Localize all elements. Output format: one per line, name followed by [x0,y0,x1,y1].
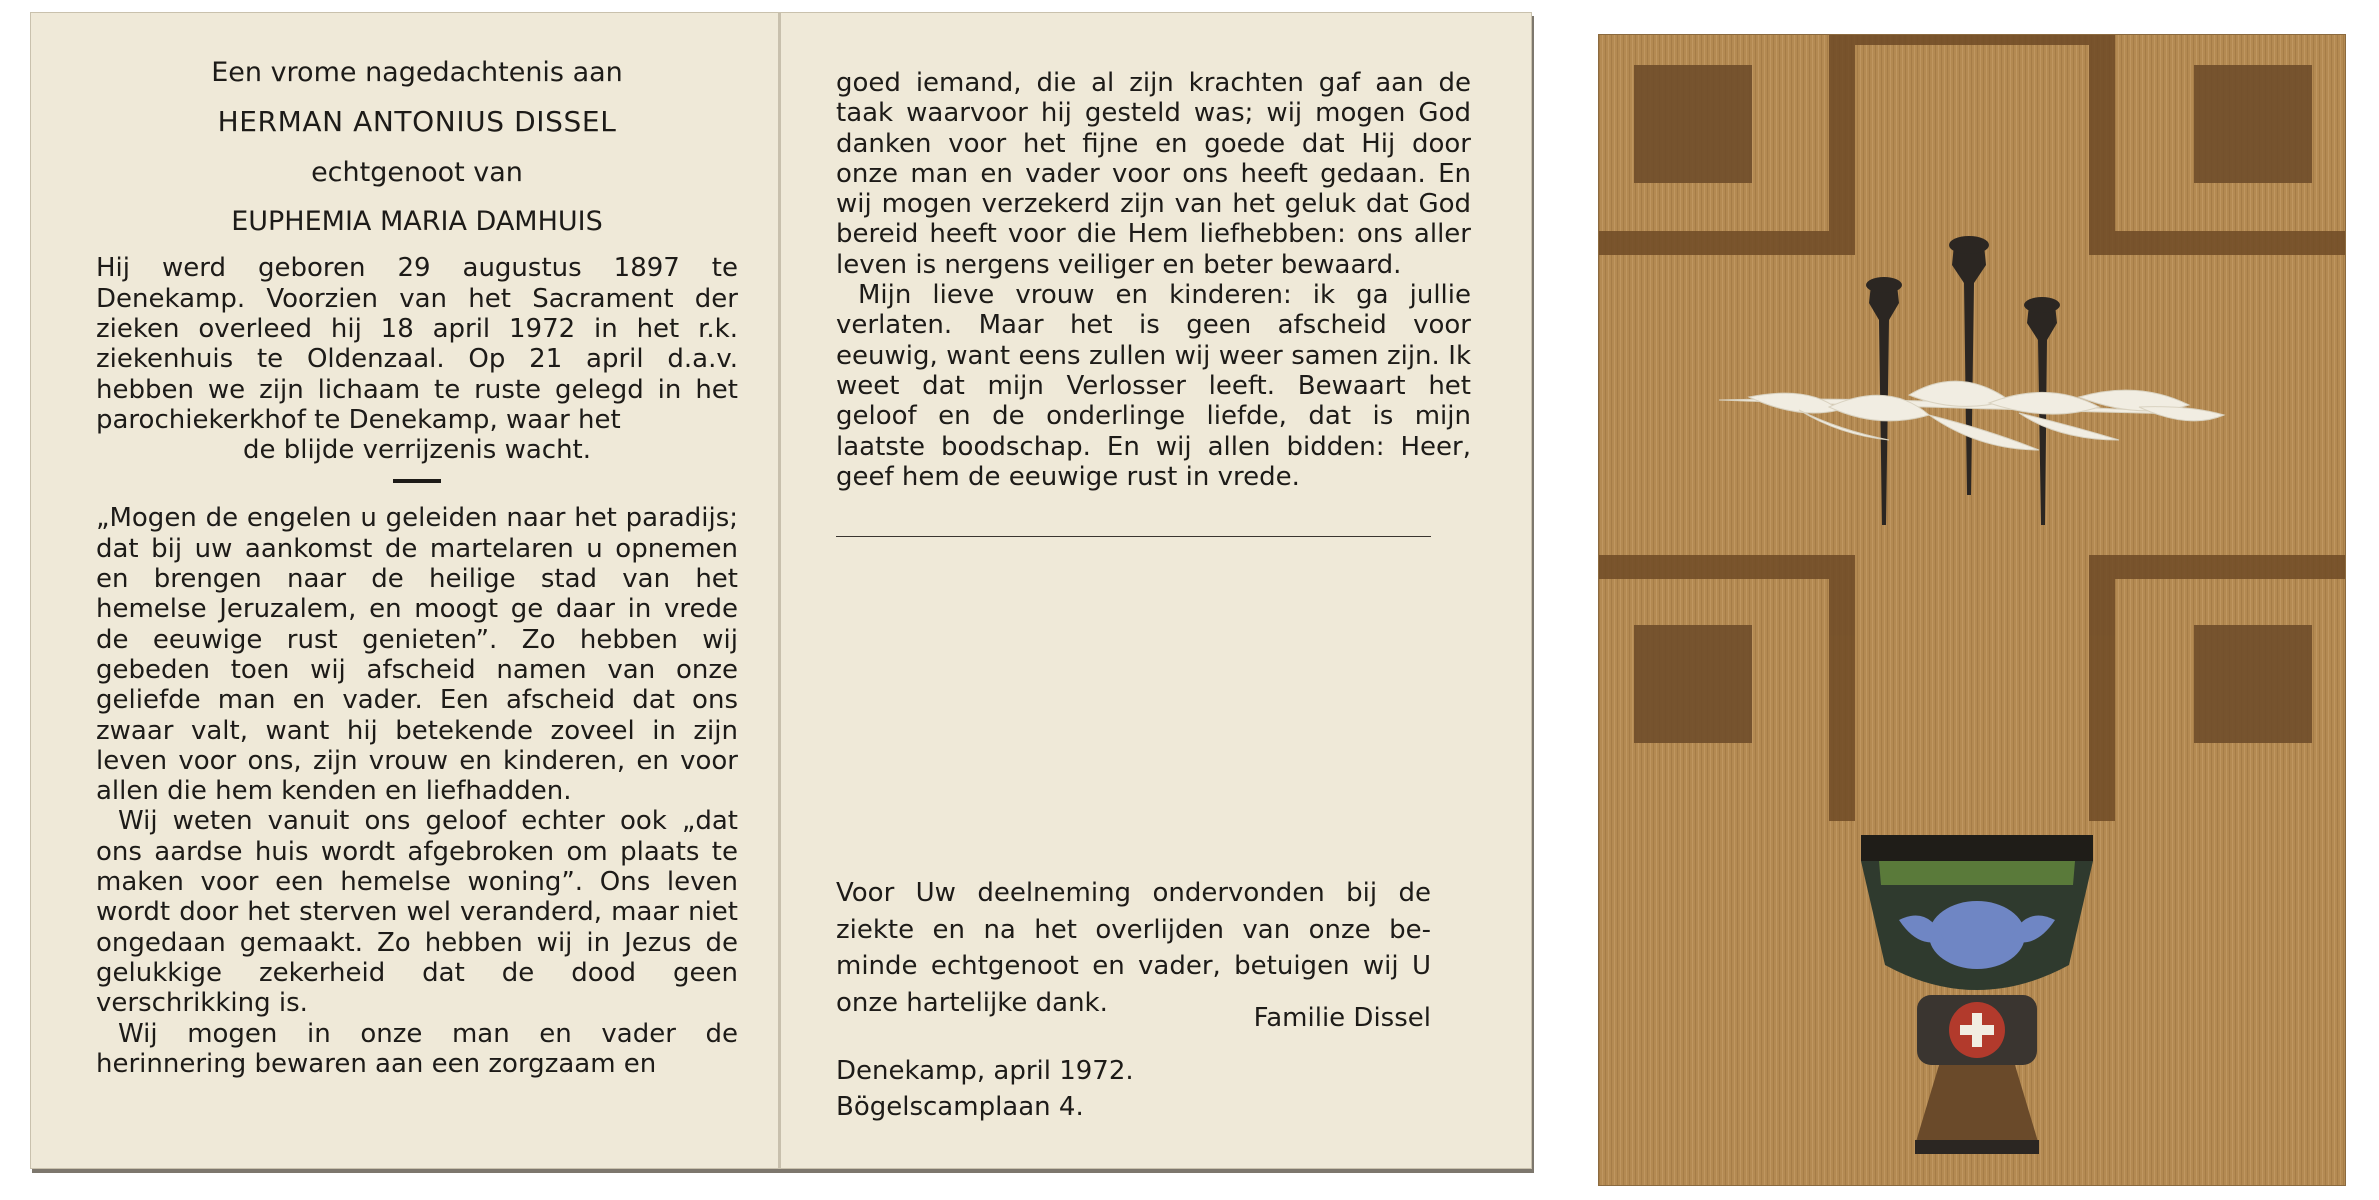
section-divider [393,479,441,483]
place-date: Denekamp, april 1972. [836,1056,1134,1086]
spouse-name: EUPHEMIA MARIA DAMHUIS [231,206,603,238]
continued-paragraph: goed iemand, die al zijn krachten gaf aan de taak waarvoor hij gesteld was; wij mogen God danken voor het fijne en goede dat Hij door onze man en vader voor ons heeft gedaan. En wij mogen verzekerd zijn van het geluk dat God bereid heeft voor die Hem liefhebben: ons aller leven is nergens veiliger en beter bewaard. [836,68,1471,280]
separator-line [836,536,1431,537]
farewell-paragraph: Mijn lieve vrouw en kinderen: ik ga jullie verlaten. Maar het is geen afscheid voor eeuwig, want eens zullen wij weer samen zijn. Ik weet dat mijn Verlosser leeft. Bewaart het geloof en de onderlinge liefde, dat is mijn laatste boodschap. En wij allen bidden: Heer, geef hem de eeuwige rust in vrede. [836,280,1471,492]
deceased-name: HERMAN ANTONIUS DISSEL [217,105,617,139]
memorial-card-inner [30,12,1532,1169]
intro-line: Een vrome nagedachtenis aan [211,57,623,88]
front-illustration [1599,35,2345,1185]
prayer-paragraph-3: Wij mogen in onze man en vader de herinnering bewaren aan een zorgzaam en [96,1018,738,1079]
left-page [31,13,778,1168]
prayer-paragraph-1: „Mogen de engelen u geleiden naar het paradijs; dat bij uw aankomst de martelaren u opnemen en brengen naar de heilige stad van het hemelse Jeruzalem, en moogt ge daar in vrede de eeuwige rust genieten”. Zo hebben wij gebeden toen wij afscheid namen van onze geliefde man en vader. Een afscheid dat ons zwaar valt, want hij betekende zoveel in zijn leven voor ons, zijn vrouw en kinderen, en voor allen die hem kenden en liefhadden. [96,503,738,807]
place-and-address [836,1053,1134,1125]
memorial-card-front [1598,34,2346,1186]
prayer-paragraph-2: Wij weten vanuit ons geloof echter ook „dat ons aardse huis wordt afgebroken om plaats te maken voor een hemelse woning”. Ons leven wordt door het sterven wel veranderd, maar niet ongedaan gemaakt. Zo hebben wij in Jezus de gelukkige zekerheid dat de dood geen verschrikking is. [96,806,738,1019]
biography-last-line: de blijde verrijzenis wacht. [242,435,592,466]
family-signature: Familie Dissel [1253,1003,1431,1033]
spouse-label: echtgenoot van [311,156,523,188]
thanks-text: Voor Uw deelneming ondervonden bij de ziekte en na het overlijden van onze beminde echtgenoot en vader, betuigen wij U onze hartelijke dank. [836,878,1431,1018]
biography-text: Hij werd geboren 29 augustus 1897 te Denekamp. Voorzien van het Sacrament der zieken overleed hij 18 april 1972 in het r.k. ziekenhuis te Oldenzaal. Op 21 april d.a.v. hebben we zijn lichaam te ruste gelegd in het parochiekerkhof te Denekamp, waar het [96,253,738,435]
right-page [781,13,1531,1168]
address: Bögelscamplaan 4. [836,1092,1084,1122]
